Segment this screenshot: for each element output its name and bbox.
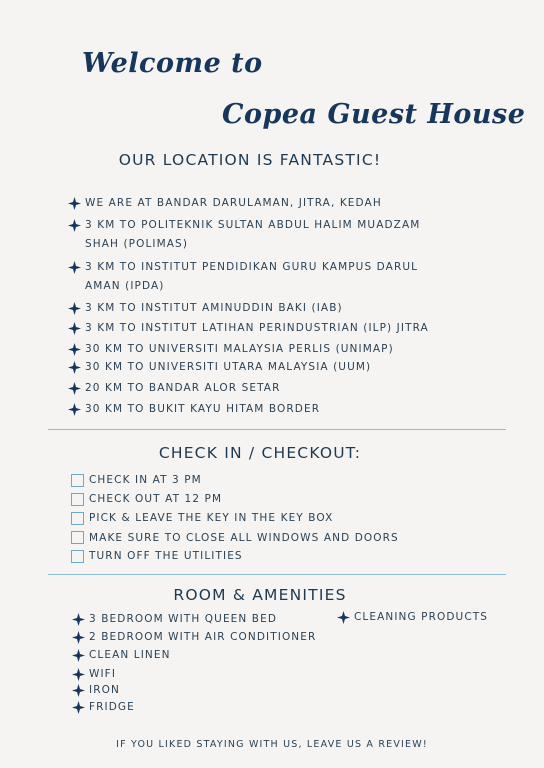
location-item: [68, 299, 343, 318]
amenity-item-text: WIFI: [89, 668, 117, 680]
amenity-item: [337, 608, 488, 627]
location-item-text-cont: AMAN (IPDA): [85, 280, 165, 292]
four-point-star-icon: [72, 628, 85, 647]
checklist-item: CHECK OUT AT 12 PM: [89, 493, 223, 505]
checkbox-icon[interactable]: [71, 512, 84, 525]
four-point-star-icon: [68, 379, 81, 398]
four-point-star-icon: [68, 194, 81, 213]
four-point-star-icon: [68, 216, 81, 235]
location-item-text: 3 KM TO INSTITUT LATIHAN PERINDUSTRIAN (ILP) JITRA: [85, 322, 429, 334]
amenities-heading: ROOM & AMENITIES: [173, 586, 347, 604]
amenity-item: [72, 610, 277, 629]
location-item: [68, 340, 394, 359]
location-item: [68, 379, 281, 398]
location-item: [68, 194, 382, 213]
checkbox-icon[interactable]: [71, 474, 84, 487]
amenity-item-text: CLEAN LINEN: [89, 649, 171, 661]
location-item-text: 3 KM TO POLITEKNIK SULTAN ABDUL HALIM MUADZAM: [85, 219, 421, 231]
amenity-item-text: FRIDGE: [89, 701, 135, 713]
four-point-star-icon: [72, 646, 85, 665]
location-item-text: 30 KM TO UNIVERSITI UTARA MALAYSIA (UUM): [85, 361, 372, 373]
checklist-item: TURN OFF THE UTILITIES: [89, 550, 243, 562]
location-item-text-cont: SHAH (POLIMAS): [85, 238, 189, 250]
amenity-item: [72, 628, 316, 647]
checkbox-icon[interactable]: [71, 531, 84, 544]
location-item: [68, 358, 371, 377]
checkin-heading: CHECK IN / CHECKOUT:: [158, 444, 362, 462]
location-item-text: 3 KM TO INSTITUT PENDIDIKAN GURU KAMPUS DARUL: [85, 261, 419, 273]
checkbox-icon[interactable]: [71, 493, 84, 506]
location-item: [68, 258, 418, 296]
four-point-star-icon: [68, 299, 81, 318]
four-point-star-icon: [68, 358, 81, 377]
location-item-text: 3 KM TO INSTITUT AMINUDDIN BAKI (IAB): [85, 302, 343, 314]
four-point-star-icon: [72, 698, 85, 717]
four-point-star-icon: [68, 340, 81, 359]
title-brand: Copea Guest House: [222, 99, 526, 130]
checklist-item: CHECK IN AT 3 PM: [89, 474, 202, 486]
location-heading: OUR LOCATION IS FANTASTIC!: [118, 151, 382, 169]
amenity-item: [72, 646, 171, 665]
location-item: [68, 400, 320, 419]
four-point-star-icon: [68, 258, 81, 277]
location-item-text: 30 KM TO BUKIT KAYU HITAM BORDER: [85, 403, 321, 415]
checkbox-icon[interactable]: [71, 550, 84, 563]
checklist-item: PICK & LEAVE THE KEY IN THE KEY BOX: [89, 512, 334, 524]
location-item-text: 30 KM TO UNIVERSITI MALAYSIA PERLIS (UNIMAP): [85, 343, 394, 355]
four-point-star-icon: [68, 400, 81, 419]
four-point-star-icon: [337, 608, 350, 627]
checklist-item: MAKE SURE TO CLOSE ALL WINDOWS AND DOORS: [89, 532, 399, 544]
four-point-star-icon: [68, 319, 81, 338]
amenity-item-text: CLEANING PRODUCTS: [354, 611, 489, 623]
amenity-item: [72, 698, 135, 717]
location-item-text: WE ARE AT BANDAR DARULAMAN, JITRA, KEDAH: [85, 197, 382, 209]
amenity-item-text: IRON: [89, 684, 120, 696]
amenity-item-text: 3 BEDROOM WITH QUEEN BED: [89, 613, 278, 625]
review-footer: IF YOU LIKED STAYING WITH US, LEAVE US A REVIEW!: [116, 739, 428, 750]
location-item: [68, 319, 429, 338]
amenity-item-text: 2 BEDROOM WITH AIR CONDITIONER: [89, 631, 317, 643]
section-divider: [48, 429, 506, 430]
title-welcome: Welcome to: [82, 48, 263, 79]
section-divider: [48, 574, 506, 575]
location-item-text: 20 KM TO BANDAR ALOR SETAR: [85, 382, 281, 394]
four-point-star-icon: [72, 610, 85, 629]
location-item: [68, 216, 420, 254]
